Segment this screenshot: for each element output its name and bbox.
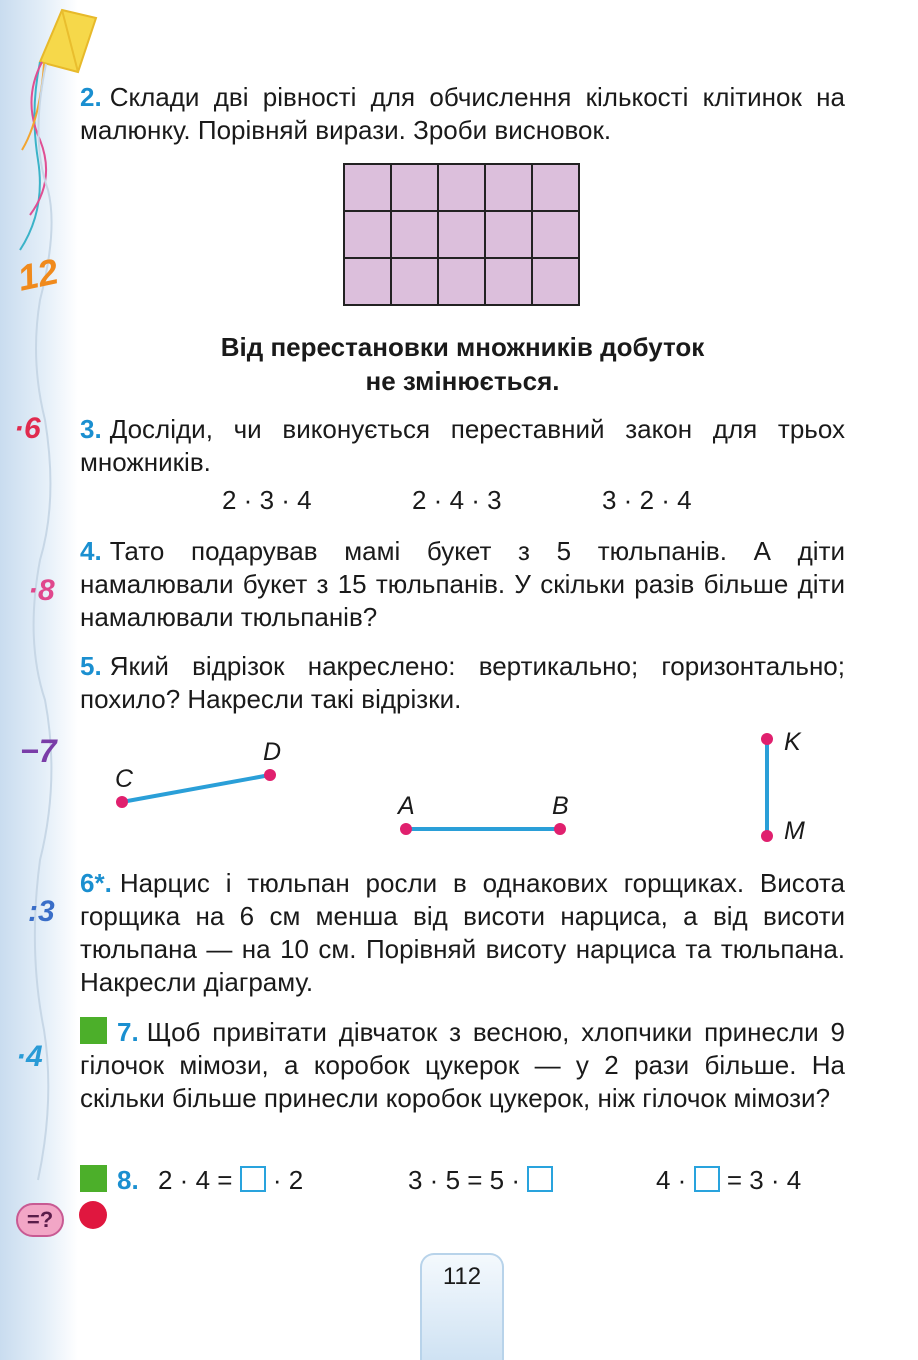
task-6-number: 6*. (80, 868, 112, 898)
page-number: 112 (442, 1263, 482, 1290)
point-a (400, 823, 412, 835)
red-dot-icon (79, 1201, 107, 1229)
task-8 (80, 1164, 139, 1197)
point-d (264, 769, 276, 781)
rule-line-2: не змінюється. (365, 366, 560, 396)
task-2-text: Склади дві рівності для обчислення кількості клітинок на малюнку. Порівняй вирази. Зроби висновок. (80, 82, 845, 145)
task-5-number: 5. (80, 651, 102, 681)
rule-line-1: Від перестановки множників добуток (220, 332, 705, 362)
expression-2: 2 · 4 · 3 (412, 485, 502, 515)
question-badge-icon: =? (16, 1203, 64, 1237)
task-5-text: Який відрізок накреслено: вертикально; горизонтально; похило? Накресли такі відрізки. (80, 651, 845, 714)
margin-number-3: :3 (28, 895, 55, 928)
label-m: M (784, 817, 805, 845)
margin-number-4: ·4 (16, 1040, 43, 1073)
page-number-tab (420, 1253, 504, 1360)
label-d: D (263, 738, 282, 766)
task-3-number: 3. (80, 414, 102, 444)
task-4-text: Тато подарував мамі букет з 5 тюльпанів. А діти намалювали букет з 15 тюльпанів. У скільки разів більше діти намалювали тюльпанів? (80, 536, 845, 632)
task-4-number: 4. (80, 536, 102, 566)
task-6 (80, 867, 845, 999)
expression-1: 2 · 3 · 4 (222, 485, 312, 515)
task-2-number: 2. (80, 82, 102, 112)
expression-3: 3 · 2 · 4 (602, 485, 692, 515)
task-7 (80, 1016, 845, 1115)
green-marker-icon (80, 1165, 107, 1192)
equation-1: 2 · 4 = · 2 (158, 1165, 304, 1195)
equation-2: 3 · 5 = 5 · (408, 1164, 553, 1197)
label-b: B (552, 792, 569, 820)
label-k: K (784, 728, 801, 756)
margin-number-7: −7 (20, 733, 57, 769)
answer-box-2[interactable] (527, 1166, 553, 1192)
task-8-number: 8. (117, 1165, 139, 1195)
segment-cd (122, 775, 270, 802)
green-marker-icon (80, 1017, 107, 1044)
equation-3: 4 · = 3 · 4 (656, 1165, 802, 1195)
label-a: A (398, 792, 415, 820)
answer-box-1[interactable] (240, 1166, 266, 1192)
margin-number-12: 12 (14, 250, 62, 299)
point-m (761, 830, 773, 842)
point-c (116, 796, 128, 808)
point-b (554, 823, 566, 835)
margin-number-8: ·8 (28, 574, 55, 607)
task-7-number: 7. (117, 1017, 139, 1047)
task-3-text: Досліди, чи виконується переставний закон для трьох множників. (80, 414, 845, 477)
point-k (761, 733, 773, 745)
margin-number-6: ·6 (14, 412, 41, 445)
label-c: C (115, 765, 134, 793)
task-6-text: Нарцис і тюльпан росли в однакових горщиках. Висота горщика на 6 см менша від висоти нарциса, а від висоти тюльпана — на 10 см. Порівняй висоту нарциса та тюльпана. Накресли діаграму. (80, 868, 845, 997)
task-7-text: Щоб привітати дівчаток з весною, хлопчики принесли 9 гілочок мімози, а коробок цукерок — у 2 рази більше. На скільки більше принесли коробок цукерок, ніж гілочок мімози? (80, 1017, 845, 1113)
answer-box-3[interactable] (694, 1166, 720, 1192)
